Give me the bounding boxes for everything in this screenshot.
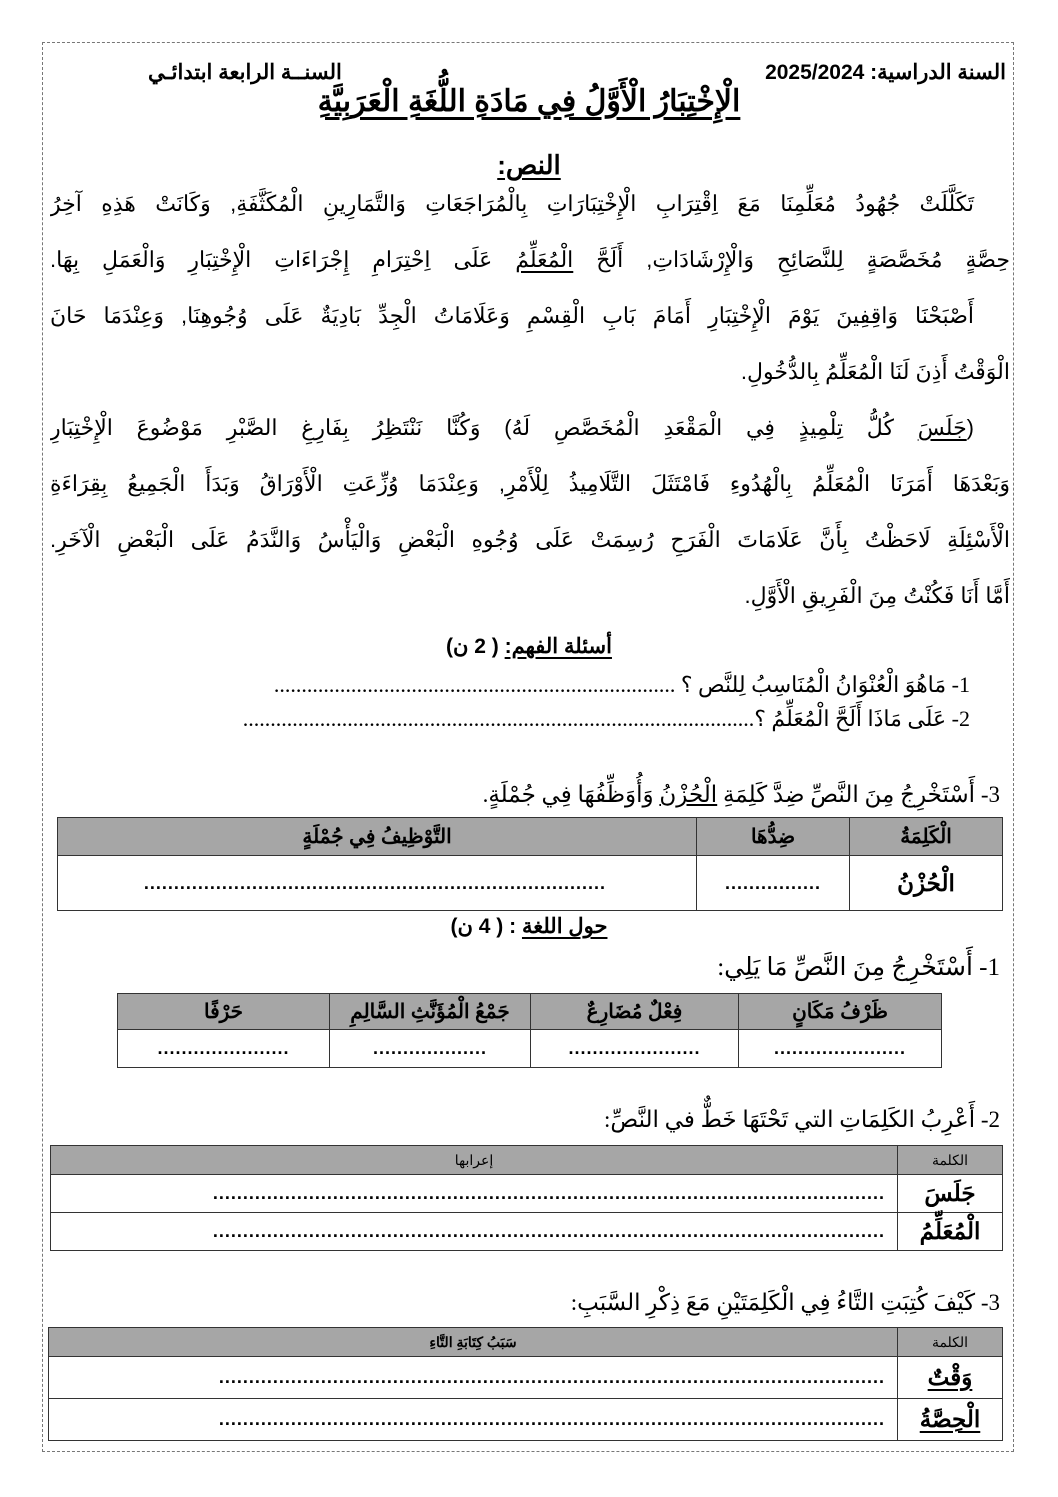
underlined-word-sat: جَلَسَ	[917, 415, 967, 440]
question-3: 3- أَسْتَخْرِجُ مِنَ النَّصِّ ضِدَّ كَلِمَةِ الْحُزْنُ وَأُوَظِّفُهَا فِي جُمْلَةٍ.	[482, 782, 1000, 807]
header-sentence: التَّوْظِيفُ فِي جُمْلَةٍ	[58, 818, 697, 856]
parsing-table	[50, 1145, 1003, 1251]
header-word: الكلمة	[898, 1328, 1003, 1357]
letter-answer[interactable]: ......................	[118, 1030, 330, 1068]
grade-level: السنــة الرابعة ابتدائـي	[148, 61, 342, 84]
passage-line-6: وَبَعْدَهَا أَمَرَنَا الْمُعَلِّمُ بِالْهُدُوءِ فَامْتَثَلَ التَّلَامِيذُ لِلْأَمْرِ, وَعِنْدَمَا وُزِّعَتِ الْأَوْرَاقُ وَبَدَأَ الْجَمِيعُ بِقِرَاءَةِ	[50, 471, 1010, 496]
extraction-table	[117, 993, 942, 1068]
word-teacher: الْمُعَلِّمُ	[898, 1213, 1003, 1251]
parsing-answer-2[interactable]: ................................................................................................................	[51, 1213, 898, 1251]
ta-spelling-table	[48, 1327, 1003, 1441]
comprehension-heading-label: أسئلة الفهم:	[504, 635, 612, 658]
header-place-adverb: ظَرْفُ مَكَانٍ	[739, 994, 942, 1030]
question-1: 1- مَاهُوَ الْعُنْوَانُ الْمُنَاسِبُ لِلنَّص ؟ .........................................................................	[273, 672, 970, 697]
feminine-plural-answer[interactable]: ...................	[330, 1030, 531, 1068]
answer-line-2[interactable]: .............................................................................................	[242, 706, 755, 731]
comprehension-points: ( 2 ن)	[446, 635, 499, 658]
header-antonym: ضِدُّهَا	[697, 818, 850, 856]
comprehension-heading	[0, 634, 1058, 659]
parsing-answer-1[interactable]: ................................................................................................................	[51, 1175, 898, 1213]
language-points: : ( 4 ن)	[450, 915, 517, 938]
antonym-table	[57, 817, 1003, 911]
antonym-cell[interactable]: ................	[697, 856, 850, 911]
passage-line-2: حِصَّةٍ مُخَصَّصَةٍ لِلنَّصَائِحِ وَالْإِرْشَادَاتِ, أَلَحَّ الْمُعَلِّمُ عَلَى اِحْتِرَامِ إِجْرَاءَاتِ الْإِخْتِبَارِ وَالْعَمَلِ بِهَا.	[50, 247, 1010, 272]
header-word: الْكَلِمَةُ	[850, 818, 1003, 856]
header-present-verb: فِعْلٌ مُضَارِعٌ	[531, 994, 739, 1030]
reason-answer-1[interactable]: ...............................................................................................................	[49, 1357, 898, 1399]
answer-line-1[interactable]: .........................................................................	[273, 672, 676, 697]
sentence-cell[interactable]: .............................................................................	[58, 856, 697, 911]
word-class-period: الْحِصَّةُ	[898, 1399, 1003, 1441]
header-word: الكلمة	[898, 1146, 1003, 1175]
reading-passage	[50, 176, 1010, 624]
passage-line-3: أَصْبَحْنَا وَاقِفِينَ يَوْمَ الْإِخْتِبَارِ أَمَامَ بَابِ الْقِسْمِ وَعَلَامَاتُ الْجِدِّ بَادِيَةٌ عَلَى وُجُوهِنَا, وَعِنْدَمَا حَانَ	[50, 303, 974, 328]
underlined-word-teacher: الْمُعَلِّمُ	[515, 247, 574, 272]
word-cell: الْحُزْنُ	[850, 856, 1003, 911]
word-sat: جَلَسَ	[898, 1175, 1003, 1213]
text-heading-label: النص:	[497, 150, 561, 180]
passage-line-1: تَكَلَّلَتْ جُهُودُ مُعَلِّمِنَا مَعَ اِقْتِرَابِ الْإِخْتِبَارَاتِ بِالْمُرَاجَعَاتِ وَالتَّمَارِينِ الْمُكَثَّفَةِ, وَكَانَتْ هَذِهِ آخِرُ	[50, 191, 974, 216]
word-time: وَقْتٌ	[898, 1357, 1003, 1399]
language-heading-label: حول اللغة	[521, 915, 608, 938]
language-question-1: 1- أَسْتَخْرِجُ مِنَ النَّصِّ مَا يَلِي:	[717, 954, 1000, 981]
language-question-3: 3- كَيْفَ كُتِبَتِ التَّاءُ فِي الْكَلِمَتَيْنِ مَعَ ذِكْرِ السَّبَبِ:	[570, 1290, 1000, 1315]
passage-line-5: (جَلَسَ كُلُّ تِلْمِيذٍ فِي الْمَقْعَدِ الْمُخَصَّصِ لَهُ) وَكُنَّا نَنْتَظِرُ بِفَارِغِ الصَّبْرِ مَوْضُوعَ الْإِخْتِبَارِ	[50, 415, 974, 440]
school-year: السنة الدراسية: 2025/2024	[765, 61, 1006, 84]
header-parsing: إعرابها	[51, 1146, 898, 1175]
header-reason: سَبَبُ كِتَابَةِ التَّاءِ	[49, 1328, 898, 1357]
language-heading	[0, 914, 1058, 939]
place-adverb-answer[interactable]: ......................	[739, 1030, 942, 1068]
reason-answer-2[interactable]: ...............................................................................................................	[49, 1399, 898, 1441]
question-2: 2- عَلَى مَاذَا أَلَحَّ الْمُعَلِّمُ ؟.............................................................................................	[242, 706, 970, 731]
passage-line-4: الْوَقْتُ أَذِنَ لَنَا الْمُعَلِّمُ بِالدُّخُولِ.	[740, 359, 1010, 384]
present-verb-answer[interactable]: ......................	[531, 1030, 739, 1068]
header-letter: حَرْفًا	[118, 994, 330, 1030]
underlined-word-sadness: الْحُزْنُ	[659, 782, 718, 807]
exam-title: الْإِخْتِبَارُ الْأَوَّلُ فِي مَادَةِ اللُّغَةِ الْعَرَبِيَّةِ	[317, 85, 741, 118]
passage-line-7: الْأَسْئِلَةِ لَاحَظْتُ بِأَنَّ عَلَامَاتَ الْفَرَحِ رُسِمَتْ عَلَى وُجُوهِ الْبَعْضِ وَالْيَأْسُ وَالنَّدَمُ عَلَى الْبَعْضِ الْآخَرِ.	[50, 527, 1010, 552]
passage-line-8: أَمَّا أَنَا فَكُنْتُ مِنَ الْفَرِيقِ الْأَوَّلِ.	[744, 583, 1010, 608]
header-feminine-plural: جَمْعُ الْمُؤَنَّثِ السَّالِمِ	[330, 994, 531, 1030]
language-question-2: 2- أَعْرِبُ الكَلِمَاتِ التي تَحْتَهَا خَطٌّ في النَّصِّ:	[604, 1107, 1000, 1132]
